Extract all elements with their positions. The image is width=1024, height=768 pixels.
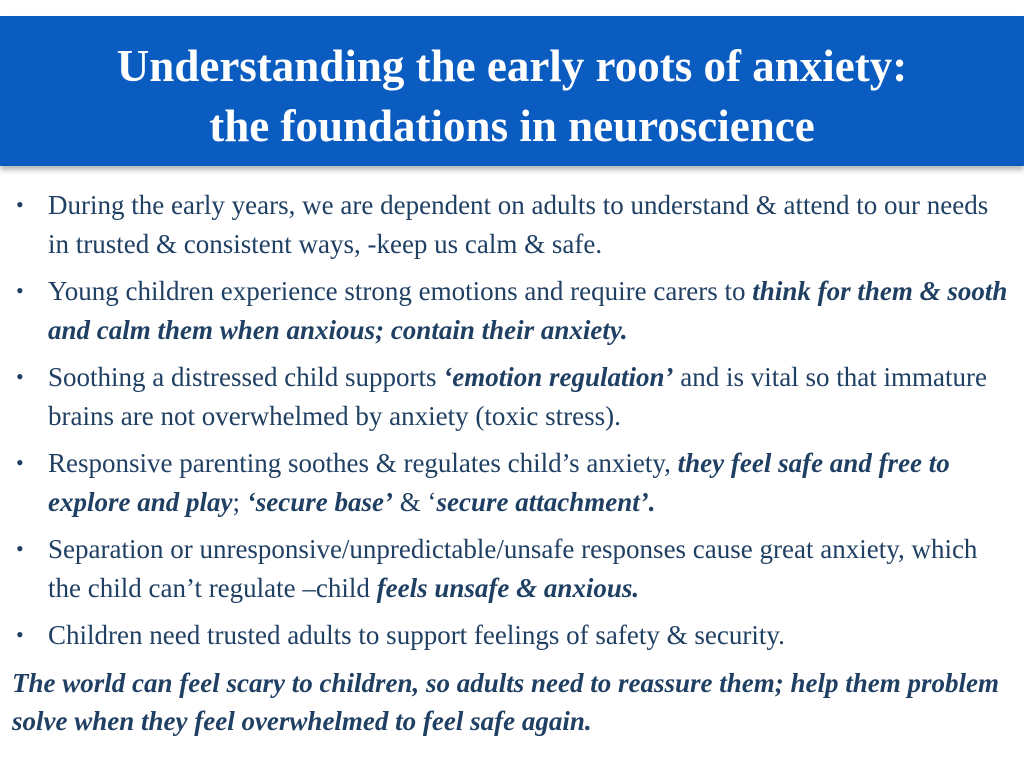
bullet-text: Responsive parenting soothes & regulates child’s anxiety,: [48, 448, 678, 478]
bullet-item-3: [12, 358, 1012, 435]
bullet-emphasis: think for them & sooth and calm them when anxious; contain their anxiety.: [48, 276, 1008, 345]
title-line-1: Understanding the early roots of anxiety:: [116, 41, 908, 91]
bullet-dot-icon: •: [16, 364, 24, 389]
content-area: [12, 186, 1012, 741]
bullet-text: Soothing a distressed child supports: [48, 362, 444, 392]
bullet-text: Young children experience strong emotions and require carers to: [48, 276, 753, 306]
bullet-text: Separation or unresponsive/unpredictable/unsafe responses cause great anxiety, which the child can’t regulate –child: [48, 534, 978, 603]
bullet-list: [12, 186, 1012, 655]
bullet-item-4: [12, 444, 1012, 521]
bullet-item-2: [12, 272, 1012, 349]
bullet-item-5: [12, 530, 1012, 607]
bullet-item-1: [12, 186, 1012, 263]
title-line-2: the foundations in neuroscience: [209, 101, 815, 151]
bullet-text: ;: [232, 486, 247, 517]
bullet-item-6: [12, 616, 1012, 655]
bullet-text: Children need trusted adults to support feelings of safety & security.: [48, 620, 785, 650]
bullet-emphasis: ‘secure base’: [246, 486, 393, 517]
bullet-dot-icon: •: [16, 622, 24, 647]
bullet-emphasis: secure attachment’.: [436, 486, 656, 517]
slide-title: [0, 36, 1024, 156]
bullet-emphasis: feels unsafe & anxious.: [376, 572, 640, 603]
bullet-dot-icon: •: [16, 278, 24, 303]
bullet-text: During the early years, we are dependent on adults to understand & attend to our needs in trusted & consistent ways, -keep us calm & safe.: [48, 190, 989, 259]
bullet-emphasis: ‘emotion regulation’: [443, 362, 674, 392]
bullet-text: & ‘: [392, 486, 437, 517]
bullet-dot-icon: •: [16, 536, 24, 561]
closing-statement: The world can feel scary to children, so adults need to reassure them; help them problem solve when they feel overwhelmed to feel safe again.: [12, 667, 999, 736]
bullet-text: and is vital so that immature brains are not overwhelmed by anxiety (toxic stress).: [48, 362, 987, 431]
bullet-dot-icon: •: [16, 192, 24, 217]
bullet-emphasis: they feel safe and free to explore and play: [48, 448, 950, 517]
bullet-dot-icon: •: [16, 450, 24, 475]
